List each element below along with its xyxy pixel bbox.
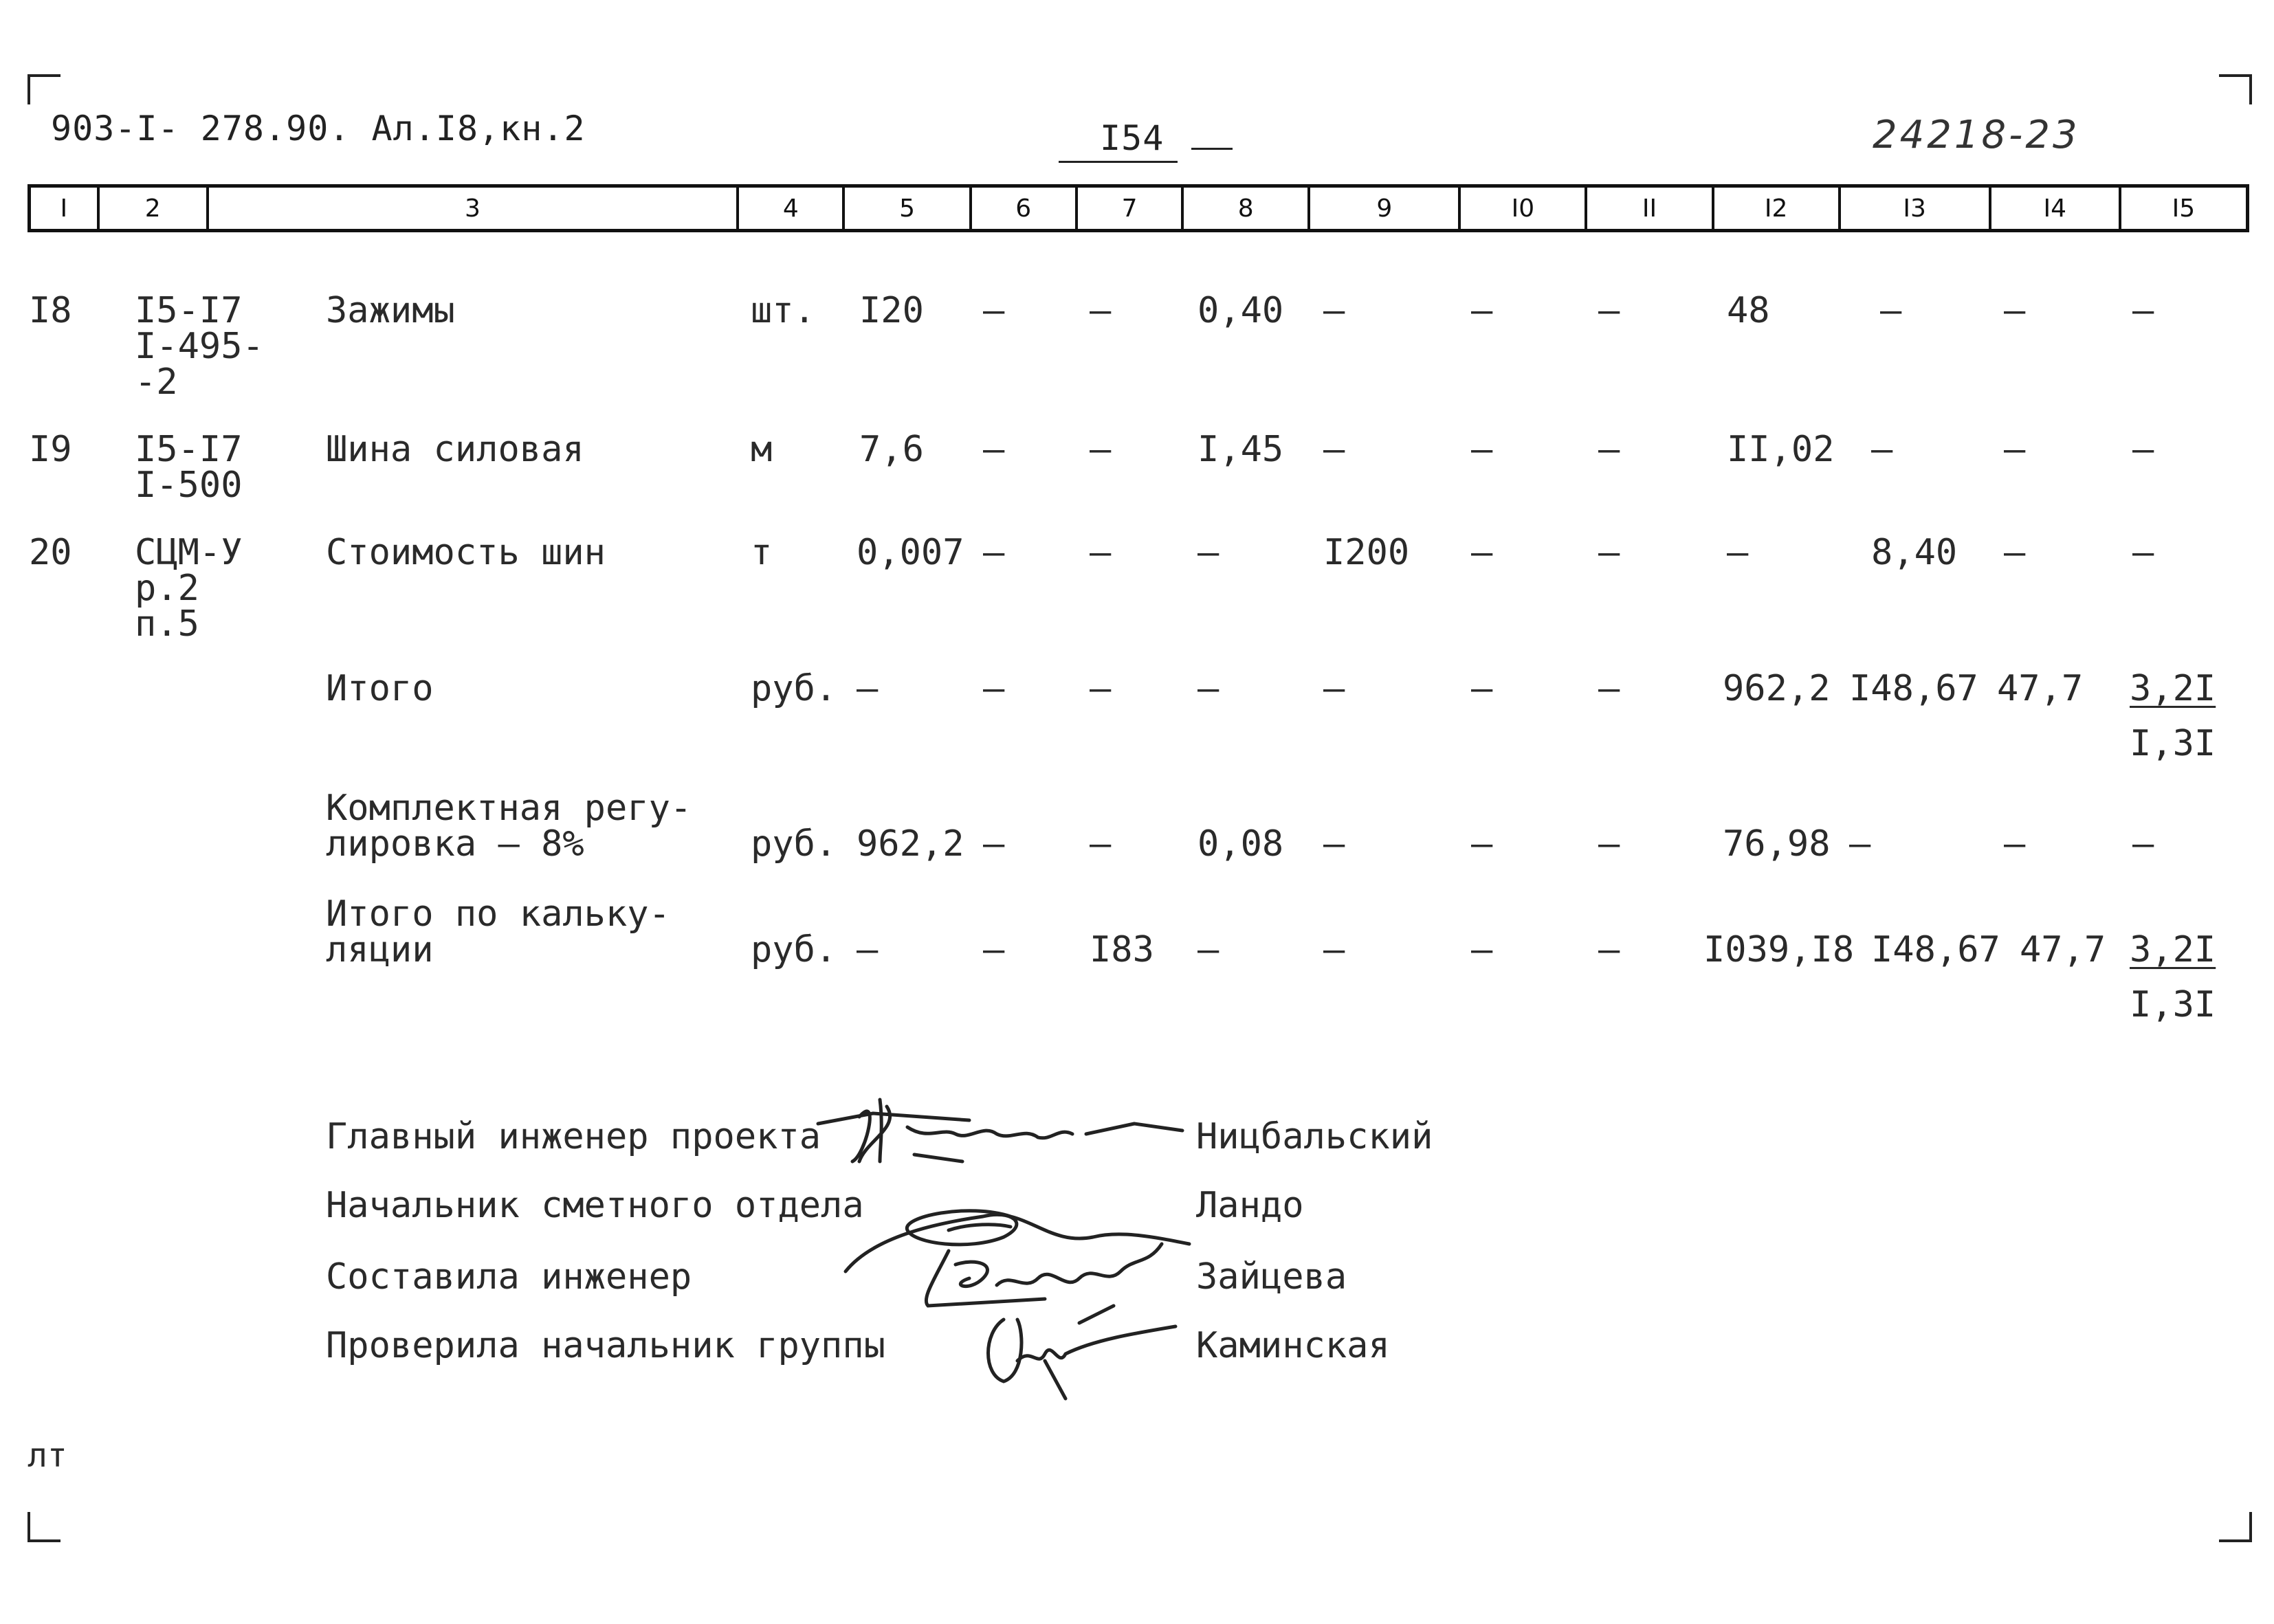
corner-mark-top-left	[27, 74, 60, 104]
cell-col14: –	[2004, 290, 2026, 331]
cell-col7: –	[1090, 429, 1112, 470]
cell-col10: –	[1471, 929, 1493, 970]
signature-role: Проверила начальник группы	[326, 1325, 885, 1366]
row-unit: м	[751, 429, 773, 470]
cell-col8: 0,40	[1197, 290, 1284, 331]
row-number: 20	[29, 532, 72, 573]
page-number	[1059, 118, 1233, 163]
handwritten-document-number: 24218-23	[1873, 113, 2080, 157]
handwritten-signature-group-head	[976, 1306, 1196, 1402]
cell-col8: I,45	[1197, 429, 1284, 470]
cell-col8: –	[1197, 668, 1219, 709]
cell-col8: –	[1197, 929, 1219, 970]
column-header: 8	[1184, 188, 1310, 229]
cell-col7: –	[1090, 823, 1112, 865]
cell-col12: I039,I8	[1703, 929, 1855, 970]
row-code-line: п.5	[135, 603, 199, 645]
cell-col9: I200	[1323, 532, 1410, 573]
column-header: I0	[1461, 188, 1587, 229]
cell-col12: 962,2	[1723, 668, 1831, 709]
cell-col15-denominator: I,3I	[2130, 984, 2216, 1025]
cell-col12: –	[1727, 532, 1749, 573]
row-name-line: лировка – 8%	[326, 823, 584, 865]
cell-col11: –	[1598, 429, 1620, 470]
row-name-line: Итого по кальку-	[326, 893, 670, 935]
cell-col13: –	[1849, 823, 1871, 865]
cell-col15-denominator: I,3I	[2130, 723, 2216, 764]
cell-col13: –	[1871, 429, 1893, 470]
signature-role: Начальник сметного отдела	[326, 1185, 864, 1226]
cell-col10: –	[1471, 290, 1493, 331]
cell-col10: –	[1471, 429, 1493, 470]
column-header: 4	[739, 188, 845, 229]
handwritten-signature-chief-engineer	[811, 1086, 1196, 1182]
column-header: I	[31, 188, 100, 229]
cell-col6: –	[983, 290, 1005, 331]
row-code	[135, 532, 243, 645]
cell-col5: 0,007	[857, 532, 964, 573]
row-name	[326, 893, 670, 970]
row-name: Шина силовая	[326, 429, 584, 470]
cell-col13: –	[1880, 290, 1902, 331]
row-unit: руб.	[751, 668, 837, 709]
column-header-row	[27, 184, 2249, 232]
row-unit: руб.	[751, 929, 837, 970]
signature-name: Каминская	[1196, 1325, 1390, 1366]
cell-col15: –	[2132, 290, 2154, 331]
cell-col7: –	[1090, 668, 1112, 709]
cell-col10: –	[1471, 532, 1493, 573]
cell-col5: –	[857, 668, 879, 709]
row-code-line: СЦМ-У	[135, 532, 243, 573]
row-name: Итого	[326, 668, 434, 709]
row-name	[326, 788, 692, 865]
cell-col15-numerator: 3,2I	[2130, 668, 2216, 709]
corner-mark-bottom-right	[2219, 1512, 2252, 1542]
row-code-line: I-500	[135, 465, 243, 506]
row-code	[135, 290, 264, 403]
cell-col13: I48,67	[1849, 668, 1978, 709]
column-header: II	[1587, 188, 1714, 229]
cell-col12: 76,98	[1723, 823, 1831, 865]
row-name-line: Комплектная регу-	[326, 788, 692, 829]
row-code	[135, 429, 243, 506]
cell-col15: –	[2132, 429, 2154, 470]
cell-col13: I48,67	[1871, 929, 2000, 970]
column-header: I4	[1991, 188, 2121, 229]
column-header: 9	[1310, 188, 1461, 229]
cell-col14: –	[2004, 429, 2026, 470]
column-header: I3	[1841, 188, 1991, 229]
column-header: 5	[845, 188, 971, 229]
row-code-line: I5-I7	[135, 290, 243, 331]
row-name: Зажимы	[326, 290, 455, 331]
page-number-underline	[1191, 148, 1233, 150]
cell-col14: –	[2004, 532, 2026, 573]
cell-col7: –	[1090, 290, 1112, 331]
cell-col5: 962,2	[857, 823, 964, 865]
cell-col6: –	[983, 532, 1005, 573]
column-header: 6	[972, 188, 1078, 229]
cell-col5: 7,6	[859, 429, 924, 470]
signature-role: Составила инженер	[326, 1256, 692, 1298]
page-number-text: I54	[1059, 118, 1178, 163]
cell-col6: –	[983, 823, 1005, 865]
cell-col5: I20	[859, 290, 924, 331]
cell-col9: –	[1323, 929, 1345, 970]
cell-col6: –	[983, 929, 1005, 970]
column-header: 2	[100, 188, 209, 229]
signature-name: Ницбальский	[1196, 1116, 1433, 1157]
cell-col15: –	[2132, 532, 2154, 573]
cell-col12: 48	[1727, 290, 1770, 331]
cell-col7: –	[1090, 532, 1112, 573]
corner-mark-bottom-left	[27, 1512, 60, 1542]
row-name: Стоимость шин	[326, 532, 606, 573]
signature-role: Главный инженер проекта	[326, 1116, 821, 1157]
row-code-line: -2	[135, 361, 178, 403]
row-code-line: I-495-	[135, 326, 264, 367]
cell-col9: –	[1323, 290, 1345, 331]
cell-col9: –	[1323, 429, 1345, 470]
document-code: 903-I- 278.90. Ал.I8,кн.2	[51, 109, 586, 148]
cell-col15: –	[2132, 823, 2154, 865]
cell-col14: –	[2004, 823, 2026, 865]
cell-col6: –	[983, 429, 1005, 470]
row-name-line: ляции	[326, 929, 434, 970]
cell-col11: –	[1598, 668, 1620, 709]
cell-col11: –	[1598, 929, 1620, 970]
cell-col10: –	[1471, 668, 1493, 709]
row-unit: т	[751, 532, 773, 573]
cell-col13: 8,40	[1871, 532, 1958, 573]
cell-col10: –	[1471, 823, 1493, 865]
cell-col15-numerator: 3,2I	[2130, 929, 2216, 970]
cell-col8: 0,08	[1197, 823, 1284, 865]
corner-mark-top-right	[2219, 74, 2252, 104]
cell-col11: –	[1598, 290, 1620, 331]
column-header: I2	[1714, 188, 1841, 229]
cell-col5: –	[857, 929, 879, 970]
cell-col9: –	[1323, 823, 1345, 865]
cell-col8: –	[1197, 532, 1219, 573]
signature-name: Зайцева	[1196, 1256, 1347, 1298]
column-header: 3	[209, 188, 739, 229]
row-number: I8	[29, 290, 72, 331]
cell-col11: –	[1598, 532, 1620, 573]
row-code-line: р.2	[135, 568, 199, 609]
footer-mark: лт	[27, 1436, 67, 1475]
cell-col12: II,02	[1727, 429, 1835, 470]
column-header: I5	[2172, 194, 2196, 223]
row-number: I9	[29, 429, 72, 470]
cell-col6: –	[983, 668, 1005, 709]
signature-name: Ландо	[1196, 1185, 1304, 1226]
cell-col7: I83	[1090, 929, 1154, 970]
row-unit: руб.	[751, 823, 837, 865]
cell-col14: 47,7	[2020, 929, 2106, 970]
cell-col11: –	[1598, 823, 1620, 865]
cell-col9: –	[1323, 668, 1345, 709]
row-unit: шт.	[751, 290, 815, 331]
row-code-line: I5-I7	[135, 429, 243, 470]
cell-col14: 47,7	[1997, 668, 2084, 709]
column-header: 7	[1078, 188, 1184, 229]
